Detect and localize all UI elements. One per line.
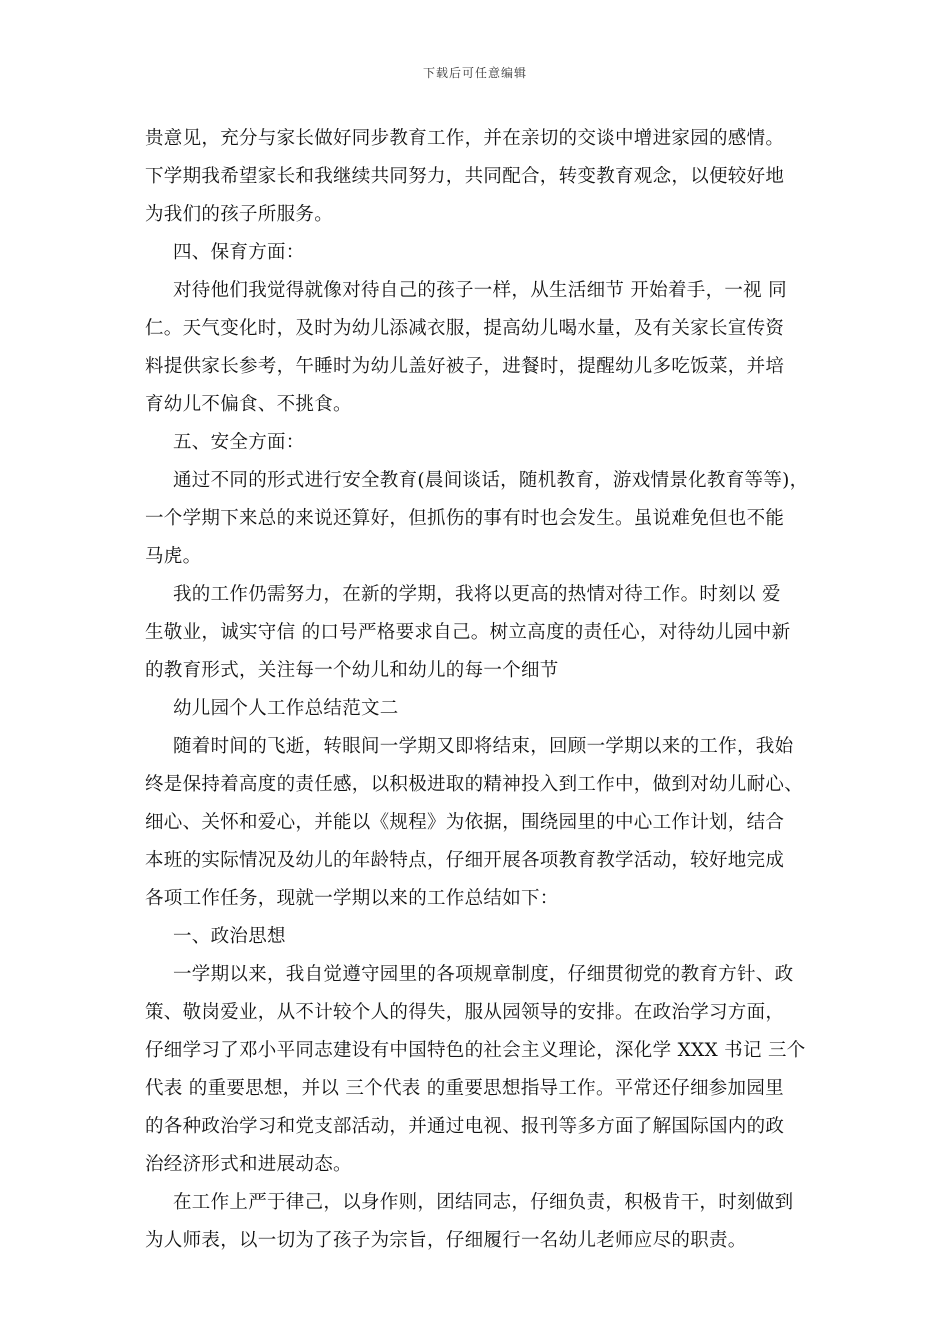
- text-line: 一、政治思想: [173, 926, 286, 947]
- text-line: 对待他们我觉得就像对待自己的孩子一样，从生活细节 开始着手，一视 同: [173, 280, 787, 301]
- page-header: 下载后可任意编辑: [422, 66, 527, 80]
- text-line: 仔细学习了邓小平同志建设有中国特色的社会主义理论，深化学 XXX 书记 三个: [145, 1040, 806, 1061]
- document-body: [145, 120, 810, 1260]
- text-line: 贵意见，充分与家长做好同步教育工作，并在亲切的交谈中增进家园的感情。: [145, 128, 785, 149]
- text-line: 在工作上严于律己，以身作则，团结同志，仔细负责，积极肯干，时刻做到: [173, 1192, 794, 1213]
- text-line: 通过不同的形式进行安全教育(晨间谈话，随机教育，游戏情景化教育等等)，: [173, 470, 809, 491]
- text-line: 为人师表，以一切为了孩子为宗旨，仔细履行一名幼儿老师应尽的职责。: [145, 1230, 747, 1251]
- text-line: 马虎。: [145, 546, 202, 567]
- text-line: 一个学期下来总的来说还算好，但抓伤的事有时也会发生。虽说难免但也不能: [145, 508, 785, 529]
- text-line: 的教育形式，关注每一个幼儿和幼儿的每一个细节: [145, 660, 559, 681]
- text-line: 代表 的重要思想，并以 三个代表 的重要思想指导工作。平常还仔细参加园里: [145, 1078, 784, 1099]
- text-line: 细心、关怀和爱心，并能以《规程》为依据，围绕园里的中心工作计划，结合: [145, 812, 785, 833]
- text-line: 四、保育方面：: [173, 242, 305, 263]
- text-line: 下学期我希望家长和我继续共同努力，共同配合，转变教育观念，以便较好地: [145, 166, 785, 187]
- text-line: 料提供家长参考，午睡时为幼儿盖好被子，进餐时，提醒幼儿多吃饭菜，并培: [145, 356, 785, 377]
- text-line: 我的工作仍需努力，在新的学期，我将以更高的热情对待工作。时刻以 爱: [173, 584, 781, 605]
- text-line: 幼儿园个人工作总结范文二: [173, 698, 399, 719]
- text-line: 五、安全方面：: [173, 432, 305, 453]
- text-line: 为我们的孩子所服务。: [145, 204, 334, 225]
- text-line: 随着时间的飞逝，转眼间一学期又即将结束，回顾一学期以来的工作，我始: [173, 736, 794, 757]
- text-line: 的各种政治学习和党支部活动，并通过电视、报刊等多方面了解国际国内的政: [145, 1116, 785, 1137]
- text-line: 策、敬岗爱业，从不计较个人的得失，服从园领导的安排。在政治学习方面，: [145, 1002, 785, 1023]
- text-line: 一学期以来，我自觉遵守园里的各项规章制度，仔细贯彻党的教育方针、政: [173, 964, 794, 985]
- text-line: 各项工作任务，现就一学期以来的工作总结如下：: [145, 888, 559, 909]
- text-line: 生敬业，诚实守信 的口号严格要求自己。树立高度的责任心，对待幼儿园中新: [145, 622, 791, 643]
- text-line: 育幼儿不偏食、不挑食。: [145, 394, 352, 415]
- text-line: 仁。天气变化时，及时为幼儿添减衣服，提高幼儿喝水量，及有关家长宣传资: [145, 318, 785, 339]
- text-line: 治经济形式和进展动态。: [145, 1154, 352, 1175]
- text-line: 终是保持着高度的责任感，以积极进取的精神投入到工作中，做到对幼儿耐心、: [145, 774, 804, 795]
- text-line: 本班的实际情况及幼儿的年龄特点，仔细开展各项教育教学活动，较好地完成: [145, 850, 785, 871]
